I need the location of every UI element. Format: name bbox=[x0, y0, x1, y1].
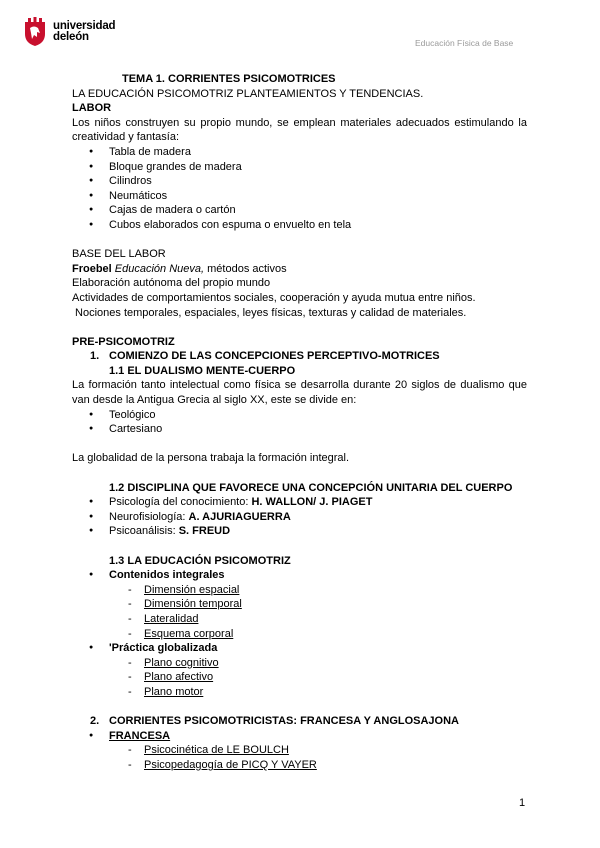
practica-item: Plano cognitivo bbox=[144, 656, 219, 669]
list-item bbox=[72, 524, 527, 539]
logo-line-1: universidad bbox=[53, 20, 116, 32]
discipline-authors: H. WALLON/ J. PIAGET bbox=[251, 496, 373, 509]
section-2-title: CORRIENTES PSICOMOTRICISTAS: FRANCESA Y ANGLOSAJONA bbox=[109, 715, 459, 728]
section-1-1-paragraph: La formación tanto intelectual como física se desarrolla durante 20 siglos de dualismo que van desde la Antigua Grecia al siglo XX, este se divide en: bbox=[72, 379, 527, 407]
shield-lion-icon bbox=[22, 17, 48, 47]
section-2-number: 2. bbox=[90, 715, 100, 728]
section-1-2-title: 1.2 DISCIPLINA QUE FAVORECE UNA CONCEPCIÓN UNITARIA DEL CUERPO bbox=[109, 481, 513, 494]
contenidos-heading: ● Contenidos integrales bbox=[72, 568, 527, 583]
list-item bbox=[72, 670, 527, 685]
contenido-item: Dimensión espacial bbox=[144, 583, 240, 596]
francesa-label: FRANCESA bbox=[109, 729, 171, 742]
list-item bbox=[72, 758, 527, 773]
base-line: Nociones temporales, espaciales, leyes físicas, texturas y calidad de materiales. bbox=[72, 306, 467, 319]
dash-marker: - bbox=[128, 627, 132, 640]
froebel-line bbox=[72, 262, 527, 277]
base-line: Actividades de comportamientos sociales, cooperación y ayuda mutua entre niños. bbox=[72, 291, 476, 304]
list-item: ● Cartesiano bbox=[72, 422, 527, 437]
section-2-heading bbox=[72, 714, 527, 729]
labor-paragraph: Los niños construyen su propio mundo, se emplean materiales adecuados estimulando la creatividad y fantasía: bbox=[72, 116, 527, 144]
list-item: ● Cilindros bbox=[72, 174, 527, 189]
dash-marker: - bbox=[128, 583, 132, 596]
list-item bbox=[72, 510, 527, 525]
practica-item: Plano afectivo bbox=[144, 671, 214, 684]
course-header: Educación Física de Base bbox=[415, 38, 514, 48]
list-item: ● Bloque grandes de madera bbox=[72, 160, 527, 175]
practica-item: Plano motor bbox=[144, 685, 204, 698]
logo-line-2: deleón bbox=[53, 31, 89, 43]
dash-marker: - bbox=[128, 685, 132, 698]
list-item bbox=[72, 743, 527, 758]
froebel-italic: Educación Nueva, bbox=[114, 262, 205, 275]
base-line: Elaboración autónoma del propio mundo bbox=[72, 277, 271, 290]
list-item: ● Teológico bbox=[72, 408, 527, 423]
doc-title: TEMA 1. CORRIENTES PSICOMOTRICES bbox=[122, 73, 336, 85]
section-1-number: 1. bbox=[90, 350, 100, 363]
dash-marker: - bbox=[128, 744, 132, 757]
document-body bbox=[72, 72, 527, 773]
base-heading: BASE DEL LABOR bbox=[72, 248, 166, 261]
list-item bbox=[72, 612, 527, 627]
list-item: ● Cubos elaborados con espuma o envuelto en tela bbox=[72, 218, 527, 233]
discipline-authors: S. FREUD bbox=[178, 525, 231, 538]
section-1-title: COMIENZO DE LAS CONCEPCIONES PERCEPTIVO-MOTRICES bbox=[109, 350, 440, 363]
list-item bbox=[72, 656, 527, 671]
list-item bbox=[72, 685, 527, 700]
list-item bbox=[72, 495, 527, 510]
list-item: ● Cajas de madera o cartón bbox=[72, 203, 527, 218]
discipline-label: Neurofisiología: bbox=[109, 510, 189, 523]
practica-heading: ● 'Práctica globalizada bbox=[72, 641, 527, 656]
francesa-item: Psicopedagogía de PICQ Y VAYER bbox=[144, 758, 317, 771]
dash-marker: - bbox=[128, 758, 132, 771]
globalidad-text: La globalidad de la persona trabaja la formación integral. bbox=[72, 452, 350, 465]
francesa-heading bbox=[72, 729, 527, 744]
contenido-item: Dimensión temporal bbox=[144, 598, 242, 611]
section-1-1-title: 1.1 EL DUALISMO MENTE-CUERPO bbox=[109, 364, 296, 377]
dash-marker: - bbox=[128, 598, 132, 611]
list-item: ● Neumáticos bbox=[72, 189, 527, 204]
discipline-label: Psicología del conocimiento: bbox=[109, 496, 252, 509]
pre-heading: PRE-PSICOMOTRIZ bbox=[72, 335, 175, 348]
discipline-authors: A. AJURIAGUERRA bbox=[188, 510, 291, 523]
section-1-3-title: 1.3 LA EDUCACIÓN PSICOMOTRIZ bbox=[109, 554, 291, 567]
university-logo bbox=[22, 17, 115, 47]
list-item bbox=[72, 627, 527, 642]
froebel-rest: métodos activos bbox=[204, 262, 287, 275]
discipline-label: Psicoanálisis: bbox=[109, 525, 179, 538]
list-item bbox=[72, 583, 527, 598]
section-1-heading bbox=[72, 349, 527, 364]
labor-heading: LABOR bbox=[72, 102, 112, 115]
contenido-item: Esquema corporal bbox=[144, 627, 234, 640]
page-number: 1 bbox=[519, 797, 526, 809]
doc-subtitle: LA EDUCACIÓN PSICOMOTRIZ PLANTEAMIENTOS Y TENDENCIAS. bbox=[72, 87, 424, 100]
dash-marker: - bbox=[128, 656, 132, 669]
contenido-item: Lateralidad bbox=[144, 612, 199, 625]
froebel-name: Froebel bbox=[72, 262, 112, 275]
list-item bbox=[72, 597, 527, 612]
list-item: ● Tabla de madera bbox=[72, 145, 527, 160]
dash-marker: - bbox=[128, 671, 132, 684]
francesa-item: Psicocinética de LE BOULCH bbox=[144, 744, 289, 757]
dash-marker: - bbox=[128, 612, 132, 625]
